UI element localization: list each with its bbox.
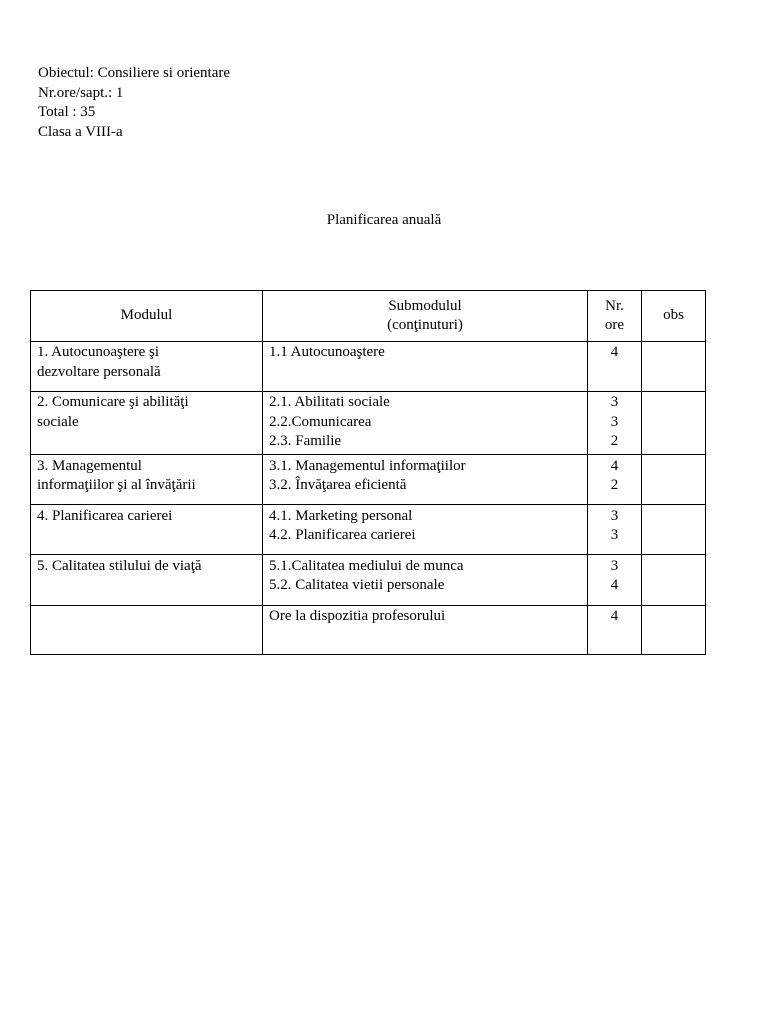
obs-cell — [642, 454, 706, 504]
table-row — [31, 605, 706, 654]
submodule-cell: 5.1.Calitatea mediului de munca 5.2. Calitatea vietii personale — [263, 554, 588, 605]
module-cell: 3. Managementul informaţiilor şi al învăţării — [31, 454, 263, 504]
header-submodule: Submodulul (conţinuturi) — [263, 291, 588, 342]
table-row — [31, 554, 706, 605]
document-header — [38, 64, 230, 142]
submodule-cell: 4.1. Marketing personal 4.2. Planificarea carierei — [263, 504, 588, 554]
hours-per-week-line: Nr.ore/sapt.: 1 — [38, 84, 124, 101]
hours-cell: 4 — [588, 605, 642, 654]
hours-cell: 3 3 — [588, 504, 642, 554]
table-row — [31, 504, 706, 554]
hours-cell: 3 3 2 — [588, 392, 642, 455]
obs-cell — [642, 504, 706, 554]
page-title: Planificarea anuală — [326, 212, 442, 228]
submodule-cell: 3.1. Managementul informaţiilor 3.2. Învăţarea eficientă — [263, 454, 588, 504]
hours-cell: 4 2 — [588, 454, 642, 504]
module-cell: 2. Comunicare şi abilităţi sociale — [31, 392, 263, 455]
submodule-cell: Ore la dispozitia profesorului — [263, 605, 588, 654]
obs-cell — [642, 554, 706, 605]
annual-plan-table — [30, 290, 706, 655]
hours-cell: 4 — [588, 342, 642, 392]
module-cell — [31, 605, 263, 654]
header-obs: obs — [642, 291, 706, 342]
total-hours-line: Total : 35 — [38, 104, 96, 120]
table-row — [31, 342, 706, 392]
table-header-row — [31, 291, 706, 342]
obs-cell — [642, 342, 706, 392]
module-cell: 1. Autocunoaştere şi dezvoltare personală — [31, 342, 263, 392]
subject-line: Obiectul: Consiliere si orientare — [38, 65, 231, 81]
module-cell: 4. Planificarea carierei — [31, 504, 263, 554]
hours-cell: 3 4 — [588, 554, 642, 605]
header-hours: Nr. ore — [588, 291, 642, 342]
header-module: Modulul — [31, 291, 263, 342]
submodule-cell: 2.1. Abilitati sociale 2.2.Comunicarea 2.3. Familie — [263, 392, 588, 455]
obs-cell — [642, 392, 706, 455]
submodule-cell: 1.1 Autocunoaştere — [263, 342, 588, 392]
obs-cell — [642, 605, 706, 654]
table-row — [31, 392, 706, 455]
table-row — [31, 454, 706, 504]
class-line: Clasa a VIII-a — [38, 123, 123, 140]
module-cell: 5. Calitatea stilului de viaţă — [31, 554, 263, 605]
